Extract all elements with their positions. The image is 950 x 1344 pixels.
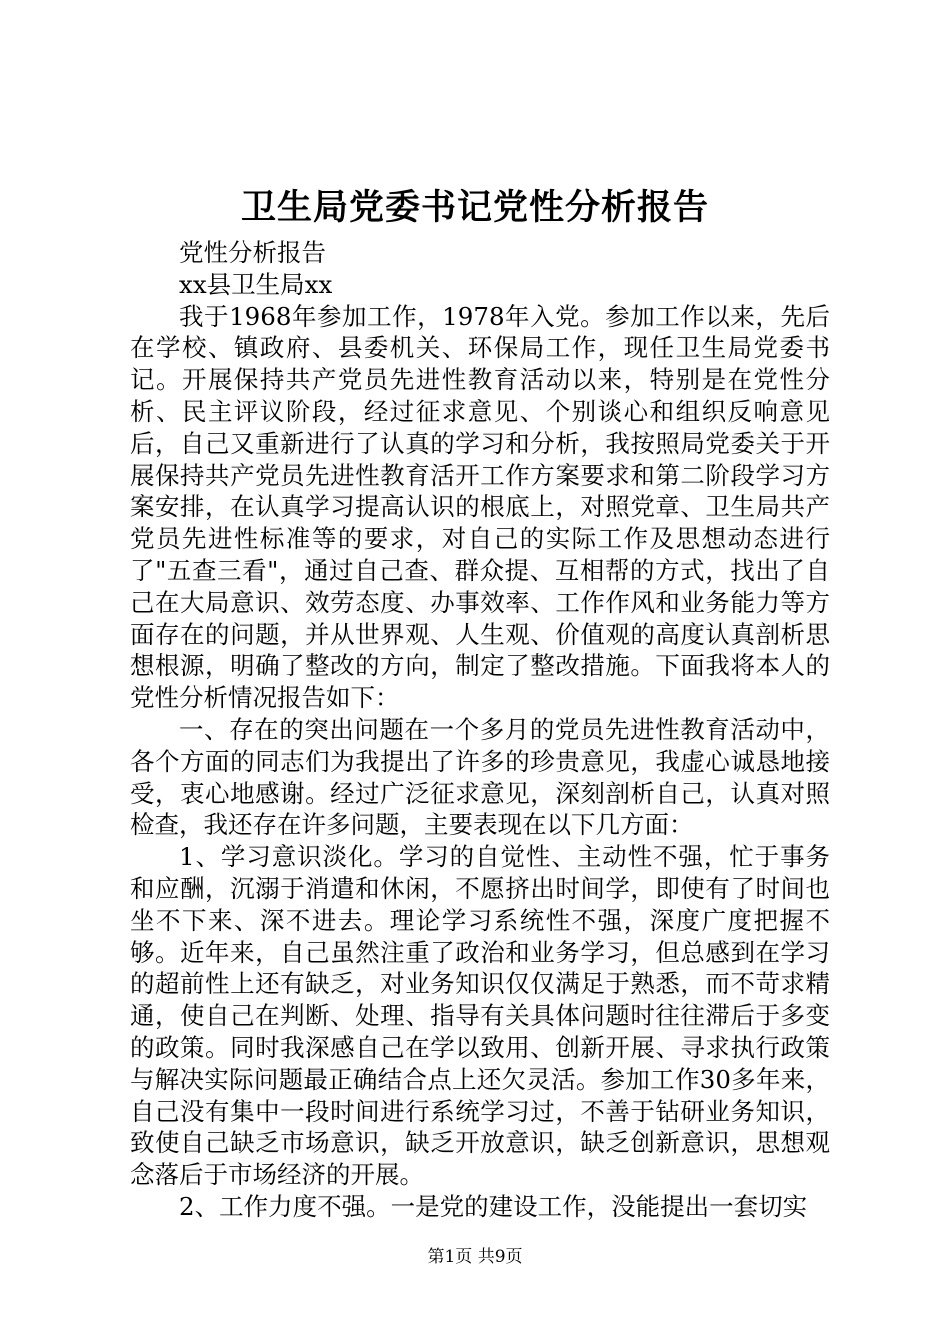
author-line: xx县卫生局xx (179, 269, 333, 299)
subtitle: 党性分析报告 (179, 238, 326, 267)
page-number-footer: 第1页 共9页 (427, 1247, 523, 1267)
document-title: 卫生局党委书记党性分析报告 (240, 187, 709, 228)
document-body (130, 237, 830, 1223)
paragraph: 一、存在的突出问题在一个多月的党员先进性教育活动中，各个方面的同志们为我提出了许多的珍贵意见，我虚心诚恳地接受，衷心地感谢。经过广泛征求意见，深刻剖析自己，认真对照检查，我还存在许多问题，主要表现在以下几方面： (130, 714, 830, 840)
paragraph: 我于1968年参加工作，1978年入党。参加工作以来，先后在学校、镇政府、县委机关、环保局工作，现任卫生局党委书记。开展保持共产党员先进性教育活动以来，特别是在党性分析、民主评议阶段，经过征求意见、个别谈心和组织反响意见后，自己又重新进行了认真的学习和分析，我按照局党委关于开展保持共产党员先进性教育活开工作方案要求和第二阶段学习方案安排，在认真学习提高认识的根底上，对照党章、卫生局共产党员先进性标准等的要求，对自己的实际工作及思想动态进行了"五查三看"，通过自己查、群众提、互相帮的方式，找出了自己在大局意识、效劳态度、办事效率、工作作风和业务能力等方面存在的问题，并从世界观、人生观、价值观的高度认真剖析思想根源，明确了整改的方向，制定了整改措施。下面我将本人的党性分析情况报告如下： (130, 301, 830, 713)
paragraph: 1、学习意识淡化。学习的自觉性、主动性不强，忙于事务和应酬，沉溺于消遣和休闲，不愿挤出时间学，即使有了时间也坐不下来、深不进去。理论学习系统性不强，深度广度把握不够。近年来，自己虽然注重了政治和业务学习，但总感到在学习的超前性上还有缺乏，对业务知识仅仅满足于熟悉，而不苛求精通，使自己在判断、处理、指导有关具体问题时往往滞后于多变的政策。同时我深感自己在学以致用、创新开展、寻求执行政策与解决实际问题最正确结合点上还欠灵活。参加工作30多年来，自己没有集中一段时间进行系统学习过，不善于钻研业务知识，致使自己缺乏市场意识，缺乏开放意识，缺乏创新意识，思想观念落后于市场经济的开展。 (130, 842, 830, 1190)
paragraph: 2、工作力度不强。一是党的建设工作，没能提出一套切实 (179, 1191, 808, 1221)
